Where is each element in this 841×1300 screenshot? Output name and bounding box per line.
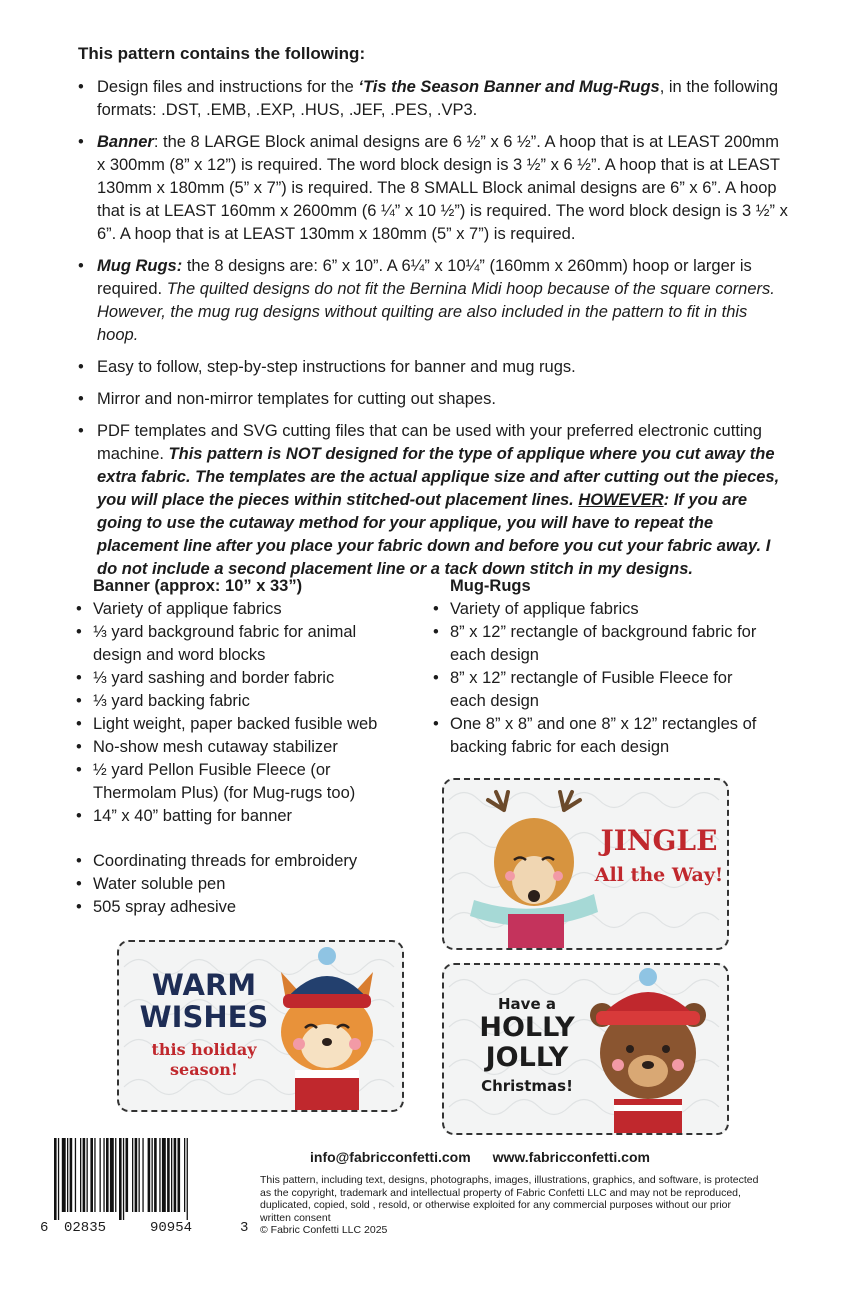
list-item: • Coordinating threads for embroidery (76, 850, 406, 873)
mug-rug-supplies (433, 574, 763, 759)
squirrel-mug-rug-photo (117, 940, 404, 1112)
list-item: • 14” x 40” batting for banner (76, 805, 406, 828)
wishes-text: WISHES (139, 1000, 269, 1034)
barcode-bar (115, 1138, 116, 1212)
barcode-bar (126, 1138, 129, 1212)
reindeer-mug-rug-photo (442, 778, 729, 950)
barcode-bar (80, 1138, 81, 1212)
barcode-bar (94, 1138, 95, 1212)
list-item: • No-show mesh cutaway stabilizer (76, 736, 406, 759)
mug-rugs-heading: Mug-Rugs (450, 577, 531, 595)
barcode-bar (148, 1138, 151, 1212)
holly-text: HOLLY (479, 1012, 575, 1043)
barcode-bar (83, 1138, 86, 1212)
barcode-bar (159, 1138, 160, 1212)
barcode-check-digit: 3 (240, 1220, 249, 1236)
barcode-bar (70, 1138, 73, 1212)
list-item: • Water soluble pen (76, 873, 406, 896)
reindeer-illustration (470, 792, 598, 948)
jingle-text: JINGLE (600, 824, 718, 857)
barcode-bar (174, 1138, 177, 1212)
list-item: • 8” x 12” rectangle of background fabric for each design (433, 621, 763, 667)
legal-notice (260, 1174, 760, 1237)
have-a-text: Have a (498, 995, 556, 1013)
barcode-bar (142, 1138, 143, 1212)
bear-mug-rug-photo (442, 963, 729, 1135)
contents-list (78, 76, 790, 590)
warm-text: WARM (151, 968, 257, 1002)
barcode (54, 1138, 236, 1220)
barcode-bar (110, 1138, 114, 1212)
list-item: • ⅓ yard sashing and border fabric (76, 667, 406, 690)
barcode-bar (75, 1138, 76, 1212)
barcode-bar (119, 1138, 122, 1220)
barcode-bar (167, 1138, 170, 1212)
contact-line (310, 1149, 668, 1165)
barcode-bar (162, 1138, 166, 1212)
barcode-bar (103, 1138, 104, 1212)
list-item: • ⅓ yard background fabric for animal design and word blocks (76, 621, 406, 667)
list-item-cutting-files: • PDF templates and SVG cutting files that can be used with your preferred electronic cutting machine. This pattern is NOT designed for the type of applique where you cut away the extra fabric. The templates are the actual applique size and after cutting out the pieces, you will place the pieces within stitched-out placement lines. HOWEVER: If you are going to use the cutaway method for your applique, you will have to repeat the placement line after you place your fabric down and before you cut your fabric away. I do not include a second placement line or a tack down stitch in my designs. (78, 420, 790, 581)
barcode-bar (135, 1138, 138, 1212)
list-item-mug-rugs: • Mug Rugs: the 8 designs are: 6” x 10”. A 6¼” x 10¼” (160mm x 260mm) hoop or larger is required. The quilted designs do not fit the Bernina Midi hoop because of the square corners. However, the mug rug designs without quilting are also included in the pattern to fit in this hoop. (78, 255, 790, 347)
barcode-bar (67, 1138, 68, 1212)
season-text: season! (170, 1060, 238, 1079)
barcode-bar (58, 1138, 59, 1220)
list-item-instructions: • Easy to follow, step-by-step instructions for banner and mug rugs. (78, 356, 790, 379)
all-the-way-text: All the Way! (594, 864, 724, 886)
list-item: • 8” x 12” rectangle of Fusible Fleece for each design (433, 667, 763, 713)
barcode-bar (90, 1138, 93, 1212)
email-link[interactable]: info@fabricconfetti.com (310, 1149, 471, 1165)
barcode-bar (87, 1138, 88, 1212)
list-item: • ⅓ yard backing fabric (76, 690, 406, 713)
jolly-text: JOLLY (485, 1042, 569, 1073)
barcode-bar (187, 1138, 188, 1220)
list-item-banner: • Banner: the 8 LARGE Block animal designs are 6 ½” x 6 ½”. A hoop that is at LEAST 200mm x 300mm (8” x 12”) is required. The word block design is 3 ½” x 6 ½”. A hoop that is at LEAST 130mm x 180mm (5” x 7”) is required. The 8 SMALL Block animal designs are 6” x 6”. A hoop that is at LEAST 160mm x 2600mm (6 ¼” x 10 ½”) is required. The word block design is 3 ½” x 6”. A hoop that is at LEAST 130mm x 180mm (5” x 7”) is required. (78, 131, 790, 246)
barcode-bar (54, 1138, 57, 1220)
list-item: • ½ yard Pellon Fusible Fleece (or Thermolam Plus) (for Mug-rugs too) (76, 759, 406, 805)
barcode-bar (139, 1138, 140, 1212)
barcode-digits-left: 02835 (64, 1220, 107, 1236)
list-item-formats: • Design files and instructions for the ‘Tis the Season Banner and Mug-Rugs, in the following formats: .DST, .EMB, .EXP, .HUS, .JEF, .PES, .VP3. (78, 76, 790, 122)
list-item: • 505 spray adhesive (76, 896, 406, 919)
barcode-bar (154, 1138, 157, 1212)
copyright-notice: This pattern, including text, designs, photographs, images, illustrations, graphics, and software, is protected as the copyright, trademark and intellectual property of Fabric Confetti LLC and may not be reproduced, duplicated, copied, sold , resold, or otherwise exploited for any commercial purposes without our prior written consent (260, 1174, 759, 1224)
list-item: • One 8” x 8” and one 8” x 12” rectangles of backing fabric for each design (433, 713, 763, 759)
barcode-bar (106, 1138, 109, 1212)
copyright-line: © Fabric Confetti LLC 2025 (260, 1224, 388, 1236)
banner-supplies (76, 574, 406, 919)
barcode-bar (171, 1138, 172, 1212)
christmas-text: Christmas! (481, 1077, 573, 1095)
barcode-bar (178, 1138, 181, 1212)
barcode-bar (123, 1138, 124, 1220)
website-link[interactable]: www.fabricconfetti.com (492, 1149, 650, 1165)
barcode-bar (132, 1138, 133, 1212)
page-title: This pattern contains the following: (78, 44, 366, 63)
list-item: • Variety of applique fabrics (433, 598, 763, 621)
this-holiday-text: this holiday (151, 1040, 257, 1059)
list-item: • Variety of applique fabrics (76, 598, 406, 621)
barcode-bar (100, 1138, 101, 1212)
barcode-digit-prefix: 6 (40, 1220, 49, 1236)
list-item-templates: • Mirror and non-mirror templates for cutting out shapes. (78, 388, 790, 411)
banner-heading: Banner (approx: 10” x 33”) (93, 577, 303, 595)
list-item: • Light weight, paper backed fusible web (76, 713, 406, 736)
barcode-bar (62, 1138, 66, 1212)
barcode-bar (152, 1138, 153, 1212)
barcode-digits-right: 90954 (150, 1220, 193, 1236)
barcode-bar (184, 1138, 185, 1212)
